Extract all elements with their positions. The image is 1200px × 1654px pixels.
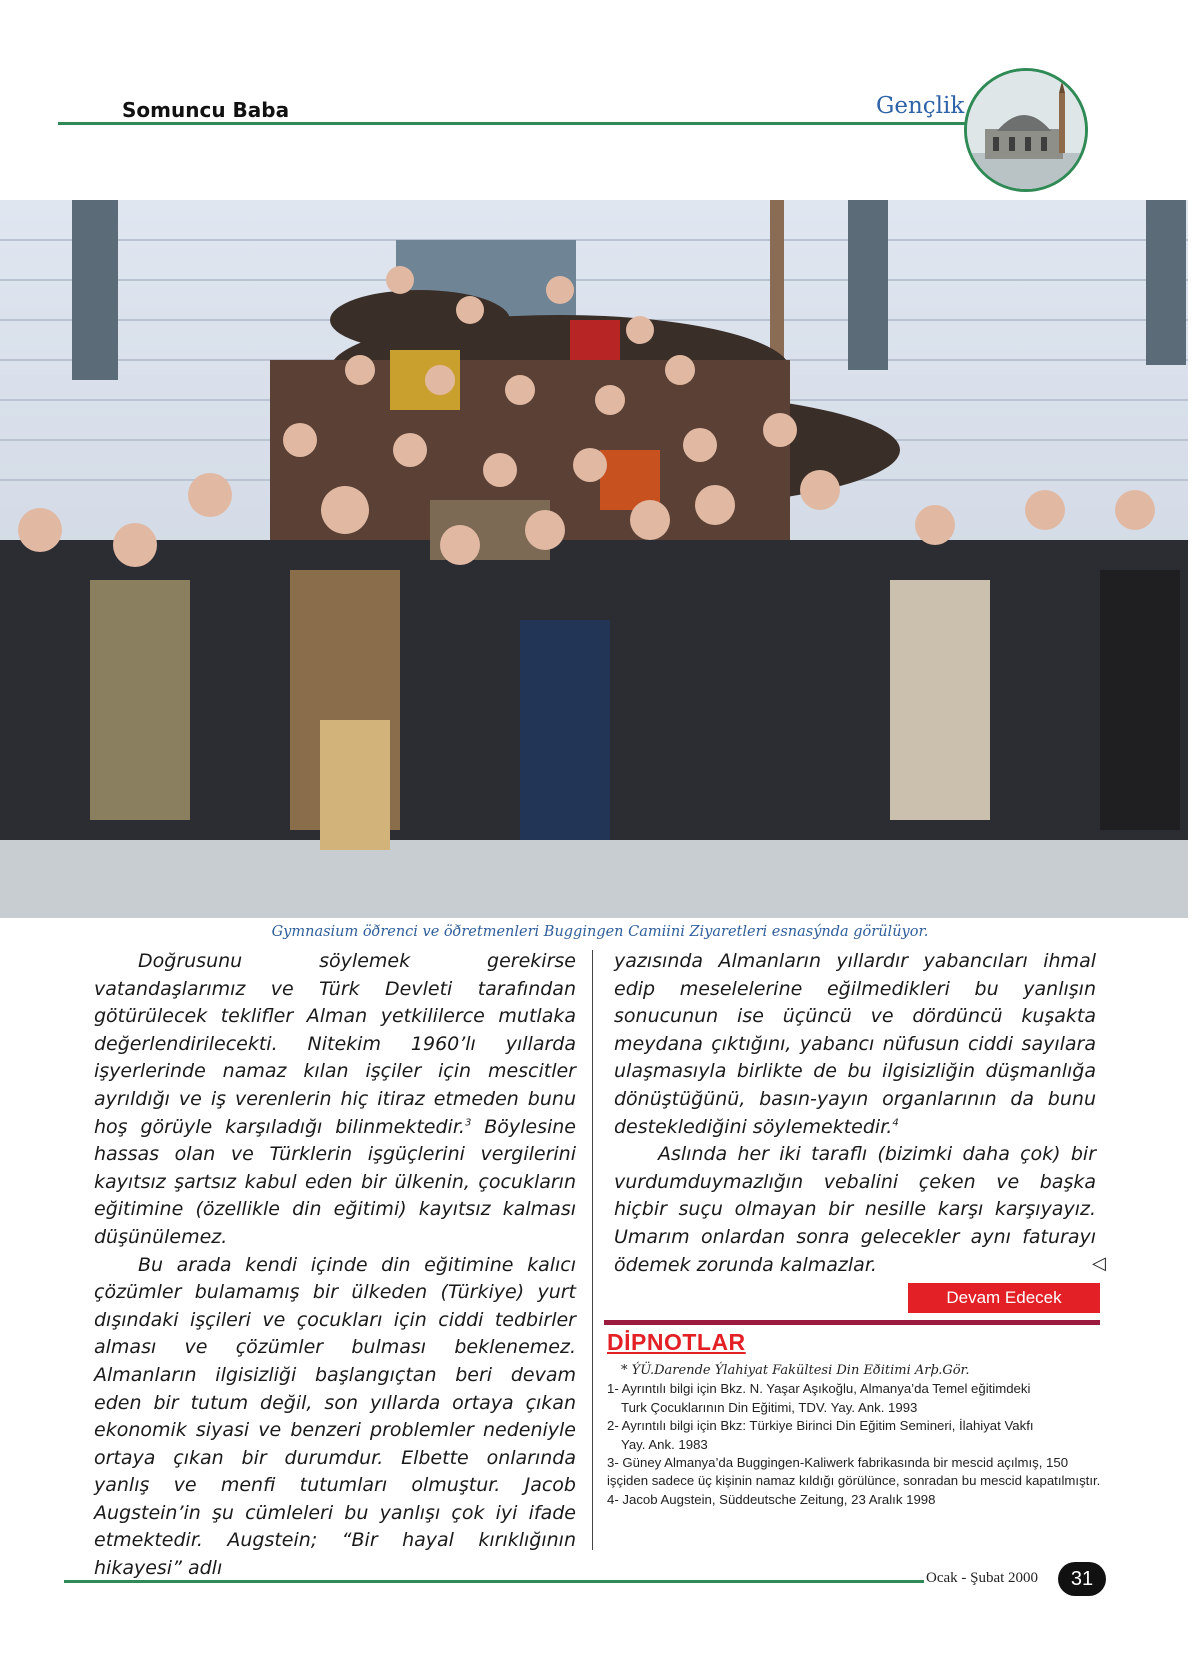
author-affiliation: * ÝÜ.Darende Ýlahiyat Fakültesi Din Eðitimi Arþ.Gör. — [621, 1363, 970, 1378]
article-paragraph: Bu arada kendi içinde din eğitimine kalıcı çözümler bulamamış bir ülkeden (Türkiye) yurt dışındaki işçileri ve çocukları için ciddi tedbirler alması ve çözümler bulması beklenemez. Almanların ilgisizliği başlangıçtan beri devam eden bir tutum değil, son yıllarda ortaya çıkan ekonomik siyasi ve benzeri problemler nedeniyle ortaya çıkan bir durumdur. Elbette onlarında yanlış ve menfi tutumları olmuştur. Jacob Augstein’in şu cümleleri bu yanlışı çok iyi ifade etmektedir. Augstein; “Bir hayal kırıklığının hikayesi” adlı — [94, 1253, 576, 1580]
continued-banner: Devam Edecek — [908, 1283, 1100, 1313]
footnote-item — [607, 1380, 1103, 1417]
group-photo — [0, 200, 1188, 918]
footnote-item — [607, 1417, 1103, 1454]
footnote-text: 4- Jacob Augstein, Süddeutsche Zeitung, 23 Aralık 1998 — [607, 1491, 936, 1507]
issue-date: Ocak - Şubat 2000 — [926, 1570, 1039, 1586]
end-mark-icon: ◁ — [1092, 1253, 1106, 1274]
footnote-ref: 3 — [464, 1117, 472, 1129]
footnote-ref: 4 — [892, 1117, 899, 1129]
mosque-emblem — [964, 68, 1088, 192]
article-column-left — [94, 948, 576, 1583]
footnotes-title: DİPNOTLAR — [607, 1329, 746, 1355]
footnotes-rule — [604, 1320, 1100, 1325]
footnote-text: 1- Ayrıntılı bilgi için Bkz. N. Yaşar Aşıkoğlu, Almanya’da Temel eğitimdeki — [607, 1381, 1031, 1397]
footnote-text: Turk Çocuklarının Din Eğitimi, TDV. Yay. Ank. 1993 — [621, 1399, 918, 1415]
magazine-title: Somuncu Baba — [122, 98, 290, 122]
column-divider — [592, 950, 593, 1550]
article-paragraph — [614, 948, 1096, 1141]
header-rule — [58, 122, 983, 125]
article-column-right — [614, 948, 1096, 1279]
article-paragraph: Aslında her iki taraflı (bizimki daha çok) bir vurdumduymazlığın vebalini çeken ve başka hiçbir suçu olmayan bir nesille karşı karşıyayız. Umarım onlardan sonra gelecekler aynı faturayı ödemek zorunda kalmazlar. — [614, 1143, 1096, 1276]
article-paragraph — [94, 948, 576, 1252]
paragraph-text: yazısında Almanların yıllardır yabancıları ihmal edip meselelerine eğilmedikleri bu yanlışın sonucunun ise üçüncü ve dördüncü kuşakta meydana çıktığını, yabancı nüfusun ciddi sayılara ulaşmasıyla birlikte de bu ilgisizliğin düşmanlığa dönüştüğünü, basın-yayın organlarının da bunu desteklediğini söylemektedir. — [614, 950, 1096, 1138]
footnote-text: 3- Güney Almanya’da Buggingen-Kaliwerk fabrikasında bir mescid açılmış, 150 işçiden sadece üç kişinin namaz kıldığı görülünce, sonradan bu mescid kapatılmıştır. — [607, 1455, 1101, 1489]
paragraph-text: Böylesine hassas olan ve Türklerin işgüçlerini vergilerini kayıtsız şartsız kabul eden bir ülkenin, çocukların eğitimine (özellikle din eğitimi) kayıtsız kalması düşünülemez. — [94, 1115, 576, 1248]
footnotes-list — [607, 1362, 1103, 1509]
footnote-text: 2- Ayrıntılı bilgi için Bkz: Türkiye Birinci Din Eğitim Semineri, İlahiyat Vakfı — [607, 1418, 1034, 1434]
page-number: 31 — [1058, 1562, 1106, 1596]
section-title: Gençlik — [876, 93, 965, 119]
footnote-item — [607, 1491, 1103, 1509]
footer-rule — [64, 1580, 924, 1583]
footnote-text: Yay. Ank. 1983 — [621, 1436, 708, 1452]
paragraph-text: Doğrusunu söylemek gerekirse vatandaşlarımız ve Türk Devleti tarafından götürülecek teklifler Alman yetkililerce mutlaka değerlendirilecekti. Nitekim 1960’lı yıllarda işyerlerinde namaz kılan işçiler için mescitler ayrıldığı ve iş verenlerin hiç itiraz etmeden bunu hoş görüyle karşıladığı bilinmektedir. — [94, 950, 576, 1138]
photo-caption: Gymnasium öðrenci ve öðretmenleri Buggingen Camiini Ziyaretleri esnasýnda görülüyor. — [271, 924, 929, 940]
footnote-item — [607, 1454, 1103, 1491]
